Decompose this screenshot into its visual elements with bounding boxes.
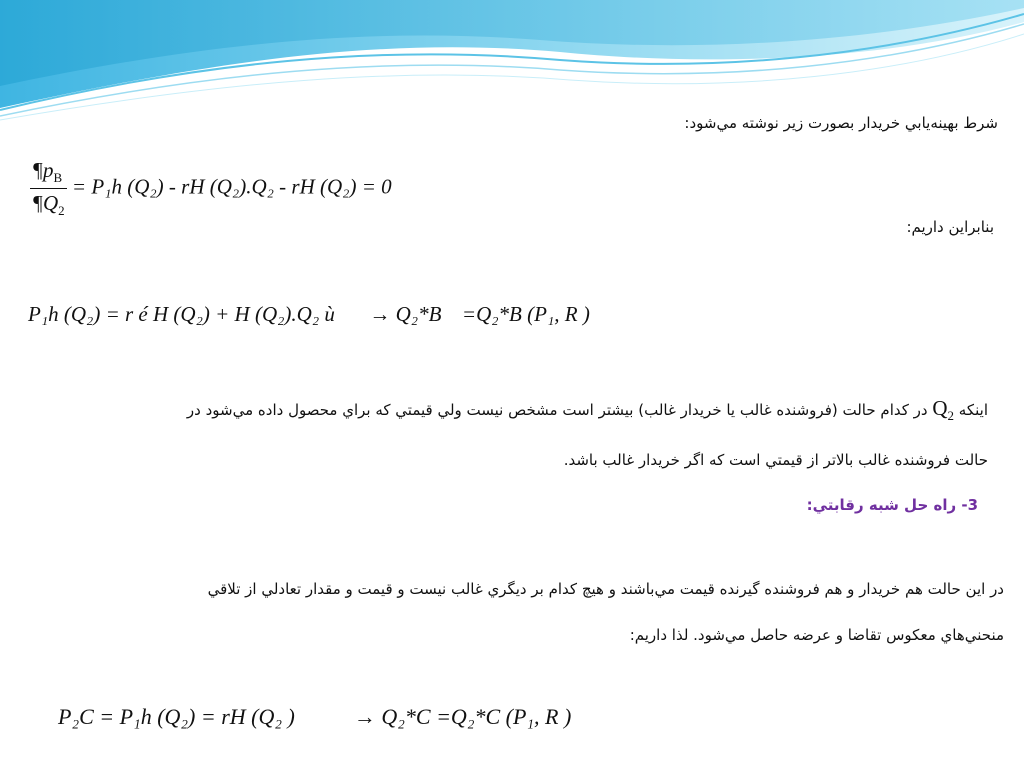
paragraph-comparison-line-2: حالت فروشنده غالب بالاتر از قيمتي است كه اگر خريدار غالب باشد. [563,451,988,470]
partial-derivative-fraction: $\frac{\P p_B}{\P Q_2}$ [32,158,65,218]
paragraph-quasi-competitive-line-2: منحني‌هاي معكوس تقاضا و عرضه حاصل مي‌شود. لذا داريم: [629,626,1004,644]
section-title-quasi-competitive: 3- راه حل شبه رقابتي: [806,496,978,514]
paragraph-quasi-competitive [44,566,1004,658]
equation-3-lhs: P₂C = P₁h (Q₂) = rH (Q₂ ) [58,704,295,729]
equation-2-qstar: Q₂*B [395,302,442,326]
equation-2-rhs: =Q₂*B (P₁, R ) [461,302,590,326]
equation-2-lhs: P₁h (Q₂) = r é H (Q₂) + H (Q₂).Q₂ ù [28,302,335,326]
therefore-text: بنابراين داريم: [906,218,994,236]
equation-buyer-dominant [28,302,590,327]
header-wave-decoration [0,0,1024,125]
paragraph-quasi-competitive-line-1: در اين حالت هم خريدار و هم فروشنده گيرنده قيمت مي‌باشند و هيچ كدام بر ديگري غالب نيست و قيمت و مقدار تعادلي از تلاقي [207,580,1004,598]
equation-2-arrow: → [369,302,391,326]
q2-symbol: $Q_2$ [932,396,955,424]
equation-3-arrow: → [353,704,376,729]
paragraph-comparison [48,386,988,482]
equation-1-rhs: = P₁h (Q₂) - rH (Q₂).Q₂ - rH (Q₂) = 0 [71,174,392,199]
equation-buyer-optimality [30,158,392,219]
equation-3-rhs: Q₂*C =Q₂*C (P₁, R ) [381,704,572,729]
equation-quasi-competitive [58,704,571,730]
paragraph-comparison-line-1: اينكه $Q_2$ در كدام حالت (فروشنده غالب يا خريدار غالب) بيشتر است مشخص نيست ولي قيمتي كه براي محصول داده مي‌شود در [186,396,988,424]
intro-text: شرط بهينه‌يابي خريدار بصورت زير نوشته مي‌شود: [684,114,998,132]
